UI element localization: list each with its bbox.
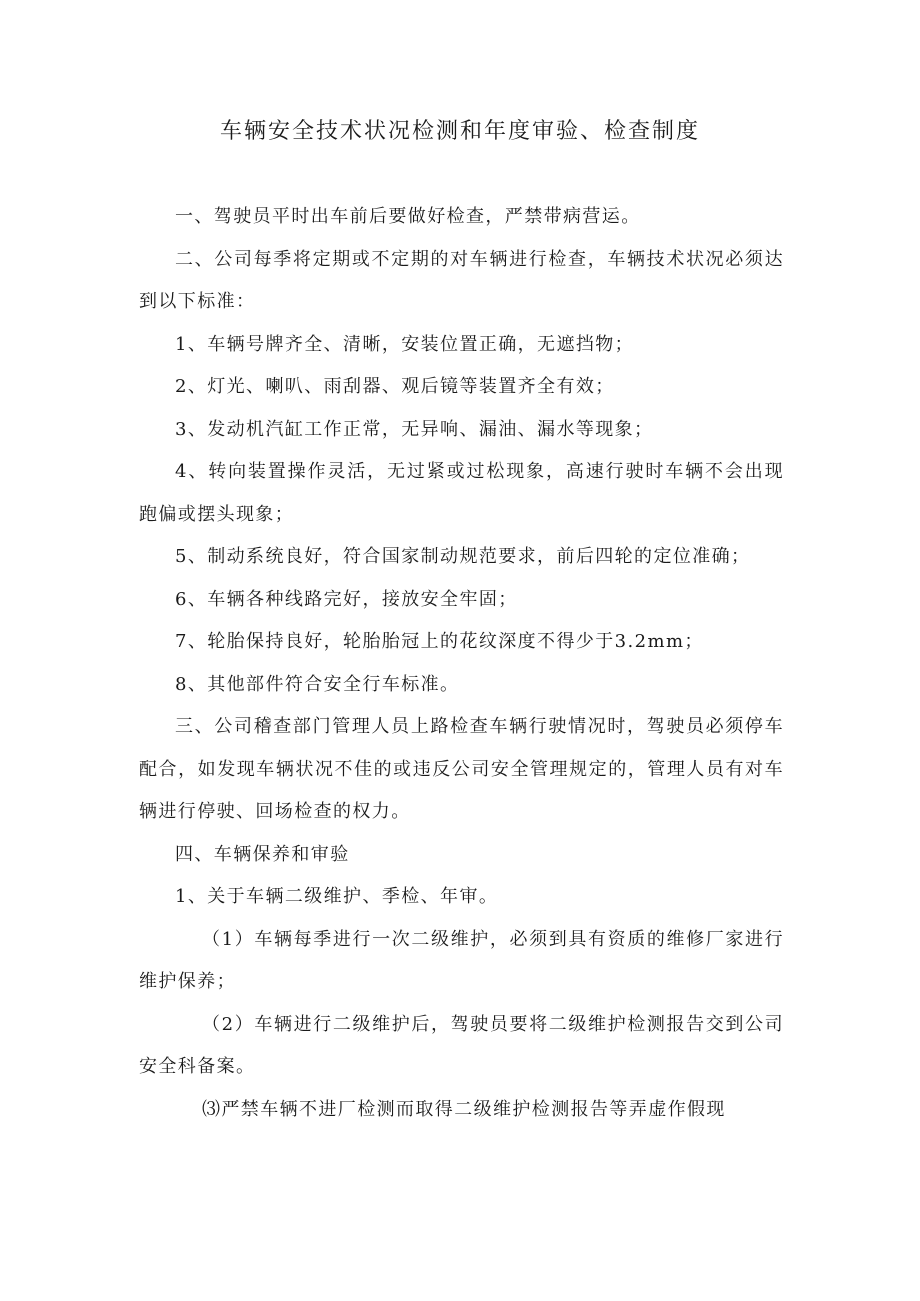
paragraph-standard-6: 6、车辆各种线路完好，接放安全牢固； [175,588,518,610]
paragraph-maintenance-item-3: ⑶严禁车辆不进厂检测而取得二级维护检测报告等弄虚作假现 [202,1098,726,1120]
paragraph-section-1: 一、驾驶员平时出车前后要做好检查，严禁带病营运。 [175,206,641,227]
paragraph-standard-8: 8、其他部件符合安全行车标准。 [175,673,460,695]
paragraph-maintenance-1: 1、关于车辆二级维护、季检、年审。 [175,886,499,907]
paragraph-standard-7: 7、轮胎保持良好，轮胎胎冠上的花纹深度不得少于3.2mm； [175,631,704,652]
paragraph-maintenance-item-2: （2）车辆进行二级维护后，驾驶员要将二级维护检测报告交到公司安全科备案。 [139,1013,784,1077]
document-title: 车辆安全技术状况检测和年度审验、检查制度 [219,119,700,144]
document-body [139,196,784,1131]
paragraph-standard-2: 2、灯光、喇叭、雨刮器、观后镜等装置齐全有效； [175,376,615,397]
paragraph-section-4-heading: 四、车辆保养和审验 [175,843,350,865]
paragraph-section-2: 二、公司每季将定期或不定期的对车辆进行检查，车辆技术状况必须达到以下标准： [139,248,784,312]
paragraph-maintenance-item-1: （1）车辆每季进行一次二级维护，必须到具有资质的维修厂家进行维护保养； [139,928,784,992]
paragraph-standard-4: 4、转向装置操作灵活，无过紧或过松现象，高速行驶时车辆不会出现跑偏或摆头现象； [139,461,784,525]
paragraph-section-3: 三、公司稽查部门管理人员上路检查车辆行驶情况时，驾驶员必须停车配合，如发现车辆状况不佳的或违反公司安全管理规定的，管理人员有对车辆进行停驶、回场检查的权力。 [139,716,784,822]
paragraph-standard-5: 5、制动系统良好，符合国家制动规范要求，前后四轮的定位准确； [175,546,751,567]
paragraph-standard-1: 1、车辆号牌齐全、清晰，安装位置正确，无遮挡物； [175,333,635,355]
paragraph-standard-3: 3、发动机汽缸工作正常，无异响、漏油、漏水等现象； [175,418,654,440]
